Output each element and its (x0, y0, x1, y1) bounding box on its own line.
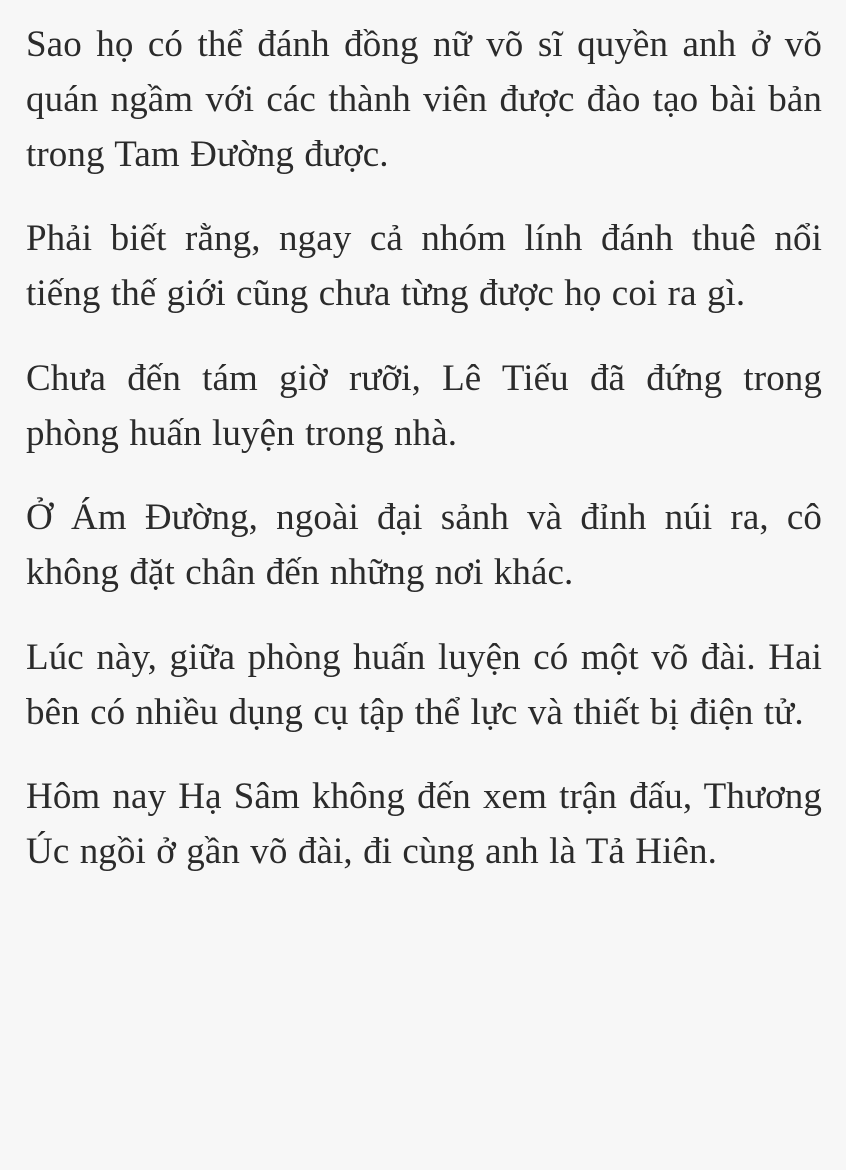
story-paragraph: Phải biết rằng, ngay cả nhóm lính đánh thuê nổi tiếng thế giới cũng chưa từng được họ coi ra gì. (26, 218, 822, 314)
story-paragraph: Ở Ám Đường, ngoài đại sảnh và đỉnh núi ra, cô không đặt chân đến những nơi khác. (26, 497, 822, 593)
story-paragraph: Chưa đến tám giờ rưỡi, Lê Tiếu đã đứng trong phòng huấn luyện trong nhà. (26, 357, 822, 454)
story-paragraph: Sao họ có thể đánh đồng nữ võ sĩ quyền anh ở võ quán ngầm với các thành viên được đào tạo bài bản trong Tam Đường được. (26, 24, 822, 175)
story-paragraph: Lúc này, giữa phòng huấn luyện có một võ đài. Hai bên có nhiều dụng cụ tập thể lực và thiết bị điện tử. (26, 636, 822, 733)
story-paragraph: Hôm nay Hạ Sâm không đến xem trận đấu, Thương Úc ngồi ở gần võ đài, đi cùng anh là Tả Hiên. (26, 776, 822, 872)
